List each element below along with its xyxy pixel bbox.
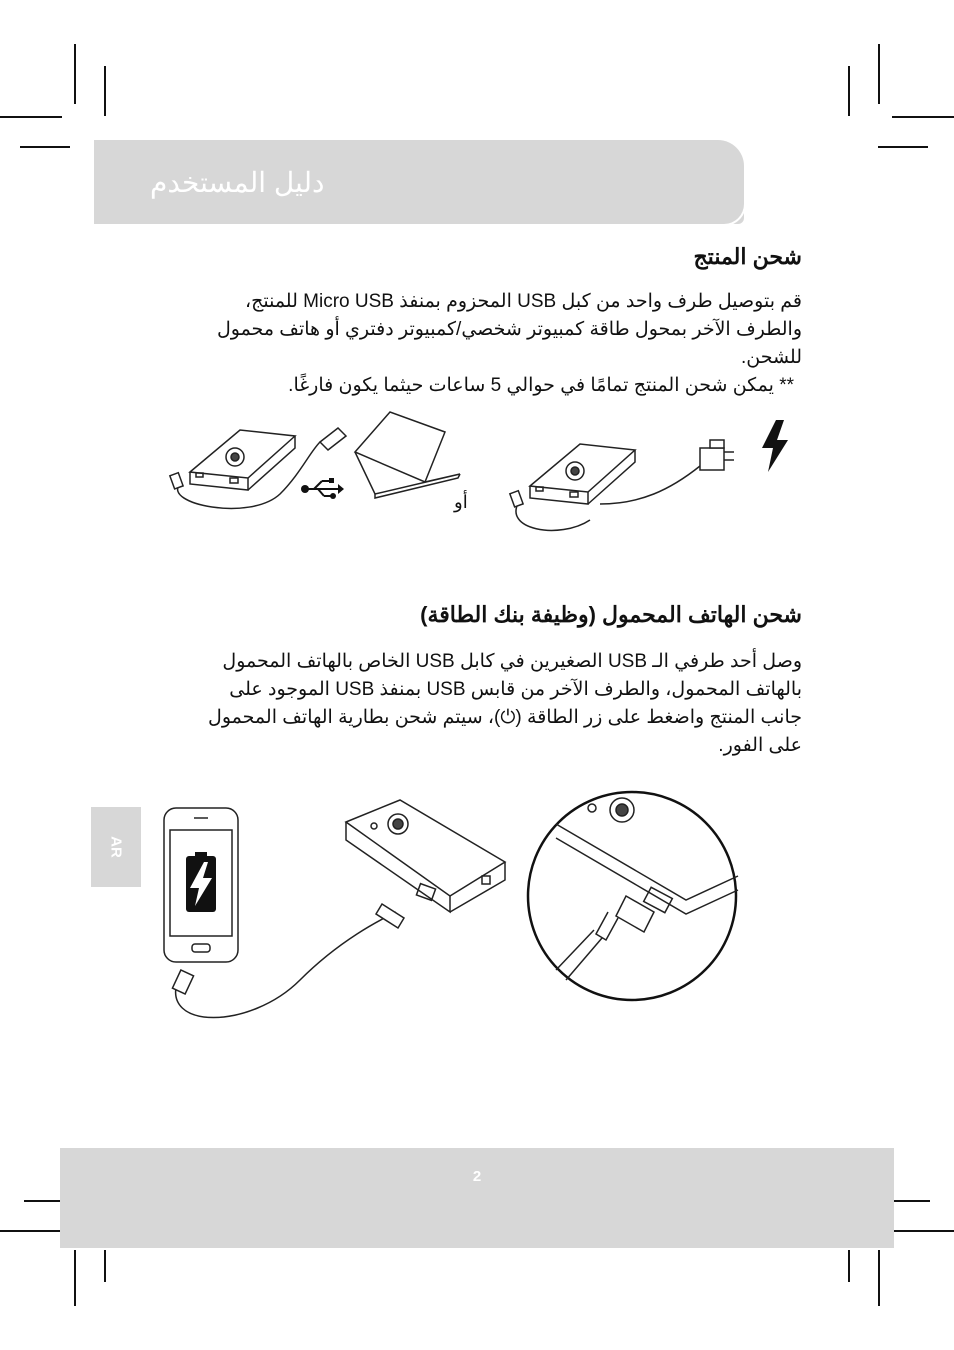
usb-symbol-icon	[300, 478, 344, 500]
crop-mark	[892, 116, 954, 118]
section1-paragraph	[182, 288, 802, 372]
crop-mark	[0, 1230, 60, 1232]
phone-charging-illustration	[160, 800, 520, 1030]
paragraph-line: والطرف الآخر بمحول طاقة كمبيوتر شخصي/كمبيوتر دفتري أو هاتف محمول	[216, 319, 802, 340]
paragraph-line: على الفور.	[718, 735, 802, 756]
language-tab-label: AR	[107, 836, 125, 858]
paragraph-line: وصل أحد طرفي الـ USB الصغيرين في كابل USB الخاص بالهاتف المحمول	[222, 651, 802, 672]
battery-charging-icon	[186, 852, 216, 912]
wall-adapter-charging-illustration	[500, 430, 750, 540]
paragraph-line: قم بتوصيل طرف واحد من كبل USB المحزوم بمنفذ Micro USB للمنتج،	[244, 291, 802, 312]
crop-mark	[0, 116, 62, 118]
crop-mark	[878, 1250, 880, 1306]
section-title-charging-phone: شحن الهاتف المحمول (وظيفة بنك الطاقة)	[420, 602, 802, 627]
crop-mark	[894, 1200, 930, 1202]
crop-mark	[848, 1250, 850, 1282]
paragraph-line: بالهاتف المحمول، والطرف الآخر من قابس USB بمنفذ USB الموجود على	[229, 679, 802, 700]
laptop-charging-illustration	[160, 412, 460, 522]
crop-mark	[894, 1230, 954, 1232]
crop-mark	[878, 44, 880, 104]
section-title-charging-product: شحن المنتج	[693, 244, 802, 269]
crop-mark	[20, 146, 70, 148]
crop-mark	[74, 44, 76, 104]
lightning-icon	[760, 420, 790, 472]
language-tab	[91, 807, 141, 887]
crop-mark	[24, 1200, 60, 1202]
crop-mark	[848, 66, 850, 116]
usb-port-detail-illustration	[526, 780, 740, 1010]
section2-paragraph	[182, 648, 802, 760]
footer-band	[60, 1148, 894, 1248]
crop-mark	[878, 146, 928, 148]
page-number: 2	[472, 1168, 482, 1185]
or-label: أو	[454, 492, 468, 512]
crop-mark	[104, 66, 106, 116]
paragraph-line: للشحن.	[740, 347, 802, 368]
page-title: دليل المستخدم	[150, 167, 325, 198]
crop-mark	[104, 1250, 106, 1282]
crop-mark	[74, 1250, 76, 1306]
paragraph-line: جانب المنتج واضغط على زر الطاقة (⏻)، سيتم شحن بطارية الهاتف المحمول	[208, 707, 802, 728]
charging-time-note: ** يمكن شحن المنتج تمامًا في حوالي 5 ساعات حيثما يكون فارغًا.	[288, 375, 794, 396]
